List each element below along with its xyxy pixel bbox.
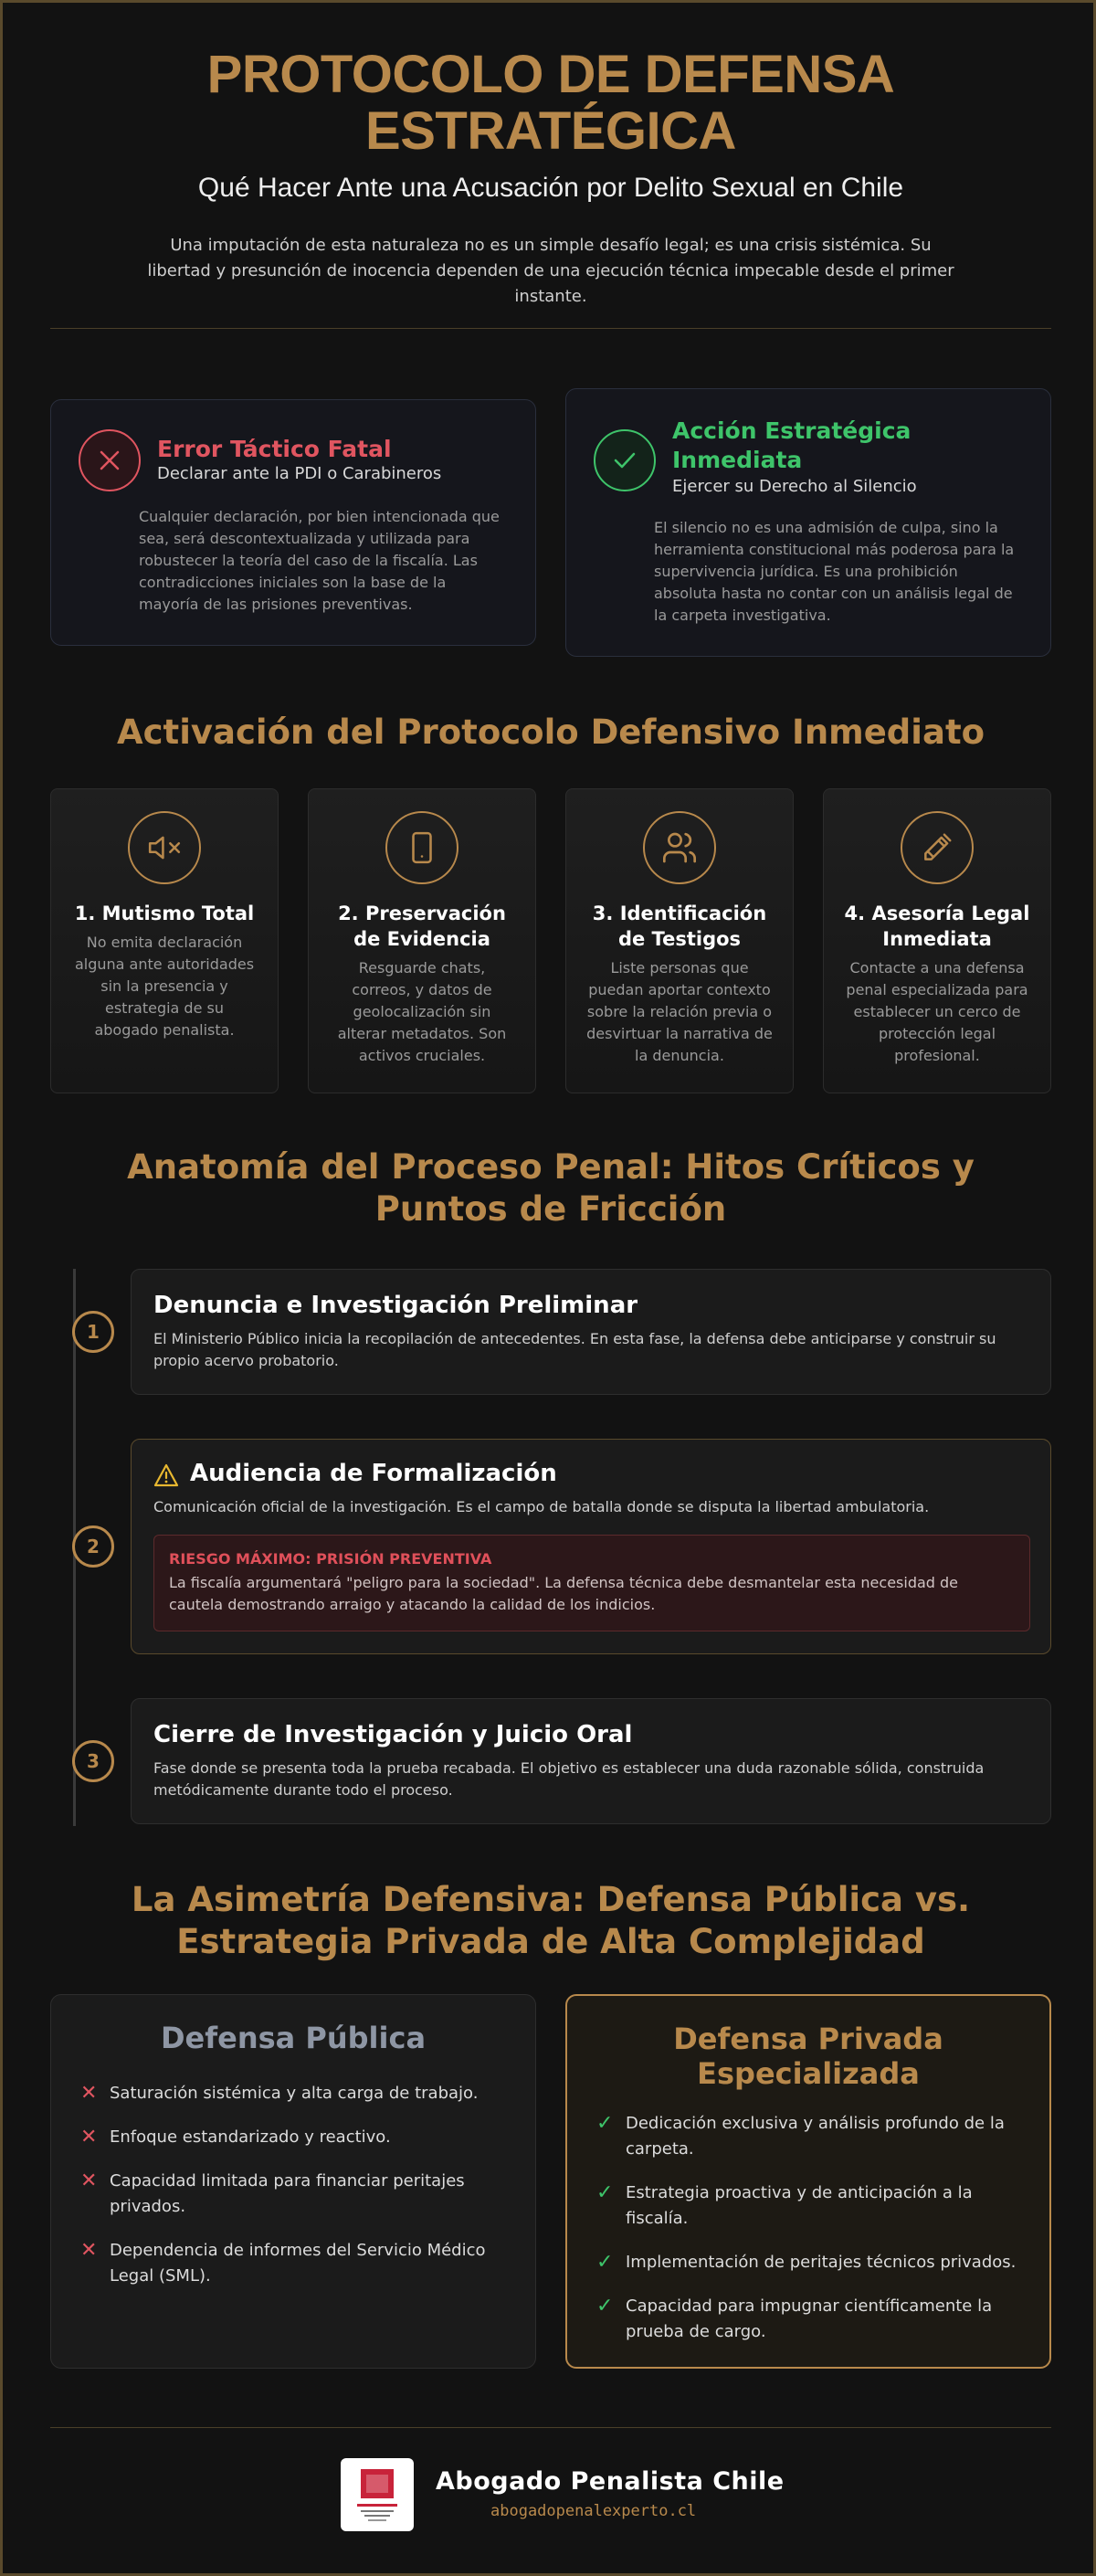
- milestone-body: Comunicación oficial de la investigación. Es el campo de batalla donde se disputa la libertad ambulatoria.: [153, 1498, 930, 1515]
- check-mark-icon: ✓: [596, 2181, 614, 2204]
- smartphone-icon: [385, 811, 458, 884]
- page-title: PROTOCOLO DE DEFENSA ESTRATÉGICA: [206, 45, 895, 161]
- milestone-title: Denuncia e Investigación Preliminar: [153, 1292, 638, 1319]
- error-card-subtitle: Declarar ante la PDI o Carabineros: [157, 464, 442, 483]
- protocol-section-title: Activación del Protocolo Defensivo Inmediato: [116, 713, 985, 752]
- intro-text: Una imputación de esta naturaleza no es un simple desafío legal; es una crisis sistémica. Su libertad y presunción de inocencia dependen de una ejecución técnica impecable desde el primer instante.: [147, 236, 954, 306]
- step-body: Liste personas que puedan aportar contexto sobre la relación previa o desvirtuar la narrativa de la denuncia.: [586, 959, 773, 1064]
- pencil-ruler-icon: [901, 811, 974, 884]
- private-defense-title: Defensa Privada Especializada: [673, 2022, 943, 2091]
- step-body: No emita declaración alguna ante autoridades sin la presencia y estrategia de su abogado penalista.: [74, 934, 255, 1039]
- milestone-title: Audiencia de Formalización: [190, 1460, 557, 1487]
- list-item: [595, 2250, 1029, 2275]
- list-item-text: Capacidad limitada para financiar peritajes privados.: [110, 2171, 465, 2216]
- list-item: [595, 2294, 1029, 2345]
- risk-body: La fiscalía argumentará "peligro para la sociedad". La defensa técnica debe desmantelar esta necesidad de cautela demostrando arraigo y atacando la calidad de los indicios.: [169, 1574, 959, 1613]
- list-item-text: Implementación de peritajes técnicos privados.: [626, 2253, 1017, 2272]
- page-subtitle: Qué Hacer Ante una Acusación por Delito Sexual en Chile: [197, 173, 904, 203]
- step-title: 1. Mutismo Total: [74, 903, 255, 924]
- footer-firm-name: Abogado Penalista Chile: [436, 2467, 785, 2496]
- step-title: 3. Identificación de Testigos: [592, 903, 767, 950]
- check-mark-icon: ✓: [596, 2295, 614, 2317]
- list-item: [595, 2180, 1029, 2232]
- list-item-text: Dedicación exclusiva y análisis profundo de la carpeta.: [626, 2114, 1005, 2159]
- step-card-asesoria: [823, 788, 1051, 1093]
- footer-website-link[interactable]: abogadopenalexperto.cl: [490, 2502, 697, 2520]
- public-defense-card: [50, 1994, 536, 2369]
- process-section-title: Anatomía del Proceso Penal: Hitos Críticos y Puntos de Fricción: [127, 1147, 975, 1229]
- list-item-text: Estrategia proactiva y de anticipación a la fiscalía.: [626, 2183, 973, 2228]
- milestone-number: 3: [72, 1740, 114, 1782]
- check-mark-icon: ✓: [596, 2112, 614, 2135]
- list-item: [79, 2081, 513, 2106]
- check-icon: [594, 429, 656, 491]
- list-item-text: Capacidad para impugnar científicamente la prueba de cargo.: [626, 2296, 993, 2341]
- comparison-section-title: La Asimetría Defensiva: Defensa Pública vs. Estrategia Privada de Alta Complejidad: [131, 1880, 971, 1961]
- step-body: Contacte a una defensa penal especializada para establecer un cerco de protección legal profesional.: [846, 959, 1028, 1064]
- step-body: Resguarde chats, correos, y datos de geolocalización sin alterar metadatos. Son activos cruciales.: [337, 959, 507, 1064]
- footer-divider: [50, 2427, 1051, 2428]
- divider: [50, 328, 1051, 329]
- error-card: [50, 399, 536, 646]
- action-card-subtitle: Ejercer su Derecho al Silencio: [672, 477, 917, 496]
- step-card-mutismo: [50, 788, 279, 1093]
- risk-alert-box: [153, 1535, 1030, 1631]
- step-card-testigos: [565, 788, 794, 1093]
- milestone-body: Fase donde se presenta toda la prueba recabada. El objetivo es establecer una duda razonable sólida, construida metódicamente durante todo el proceso.: [153, 1759, 985, 1799]
- x-mark-icon: ✕: [80, 2170, 98, 2192]
- milestone-body: El Ministerio Público inicia la recopilación de antecedentes. En esta fase, la defensa debe anticiparse y construir su propio acervo probatorio.: [153, 1330, 996, 1369]
- step-card-evidencia: [308, 788, 536, 1093]
- list-item: [79, 2169, 513, 2220]
- milestone-card-denuncia: [131, 1269, 1051, 1395]
- error-card-body: Cualquier declaración, por bien intencionada que sea, será descontextualizada y utilizada para robustecer la teoría del caso de la fiscalía. Las contradicciones iniciales son la base de la mayoría de las prisiones preventivas.: [139, 508, 500, 613]
- x-icon: [79, 429, 141, 491]
- milestone-card-juicio: [131, 1698, 1051, 1824]
- x-mark-icon: ✕: [80, 2126, 98, 2148]
- error-card-title: Error Táctico Fatal: [157, 436, 392, 462]
- hero-header: [50, 47, 1051, 310]
- step-title: 2. Preservación de Evidencia: [338, 903, 506, 950]
- step-title: 4. Asesoría Legal Inmediata: [844, 903, 1030, 950]
- milestone-number: 1: [72, 1311, 114, 1353]
- list-item: [79, 2125, 513, 2150]
- private-defense-list: [595, 2111, 1029, 2363]
- users-icon: [643, 811, 716, 884]
- check-mark-icon: ✓: [596, 2251, 614, 2274]
- list-item: [595, 2111, 1029, 2162]
- firm-logo: [341, 2458, 414, 2531]
- x-mark-icon: ✕: [80, 2082, 98, 2105]
- list-item-text: Saturación sistémica y alta carga de trabajo.: [110, 2084, 479, 2103]
- milestone-card-formalizacion: [131, 1439, 1051, 1654]
- list-item-text: Enfoque estandarizado y reactivo.: [110, 2127, 391, 2147]
- public-defense-title: Defensa Pública: [160, 2021, 427, 2055]
- milestone-number: 2: [72, 1526, 114, 1568]
- list-item: [79, 2238, 513, 2289]
- warning-icon: [153, 1463, 179, 1487]
- public-defense-list: [79, 2081, 513, 2307]
- private-defense-card: [565, 1994, 1051, 2369]
- action-card-body: El silencio no es una admisión de culpa, sino la herramienta constitucional más poderosa para la supervivencia jurídica. Es una prohibición absoluta hasta no contar con un análisis legal de la carpeta investigativa.: [654, 519, 1015, 624]
- action-card: [565, 388, 1051, 657]
- speaker-muted-icon: [128, 811, 201, 884]
- risk-title: RIESGO MÁXIMO: PRISIÓN PREVENTIVA: [169, 1550, 492, 1568]
- milestone-title: Cierre de Investigación y Juicio Oral: [153, 1721, 633, 1748]
- action-card-title: Acción Estratégica Inmediata: [672, 417, 912, 473]
- x-mark-icon: ✕: [80, 2239, 98, 2262]
- list-item-text: Dependencia de informes del Servicio Médico Legal (SML).: [110, 2241, 486, 2286]
